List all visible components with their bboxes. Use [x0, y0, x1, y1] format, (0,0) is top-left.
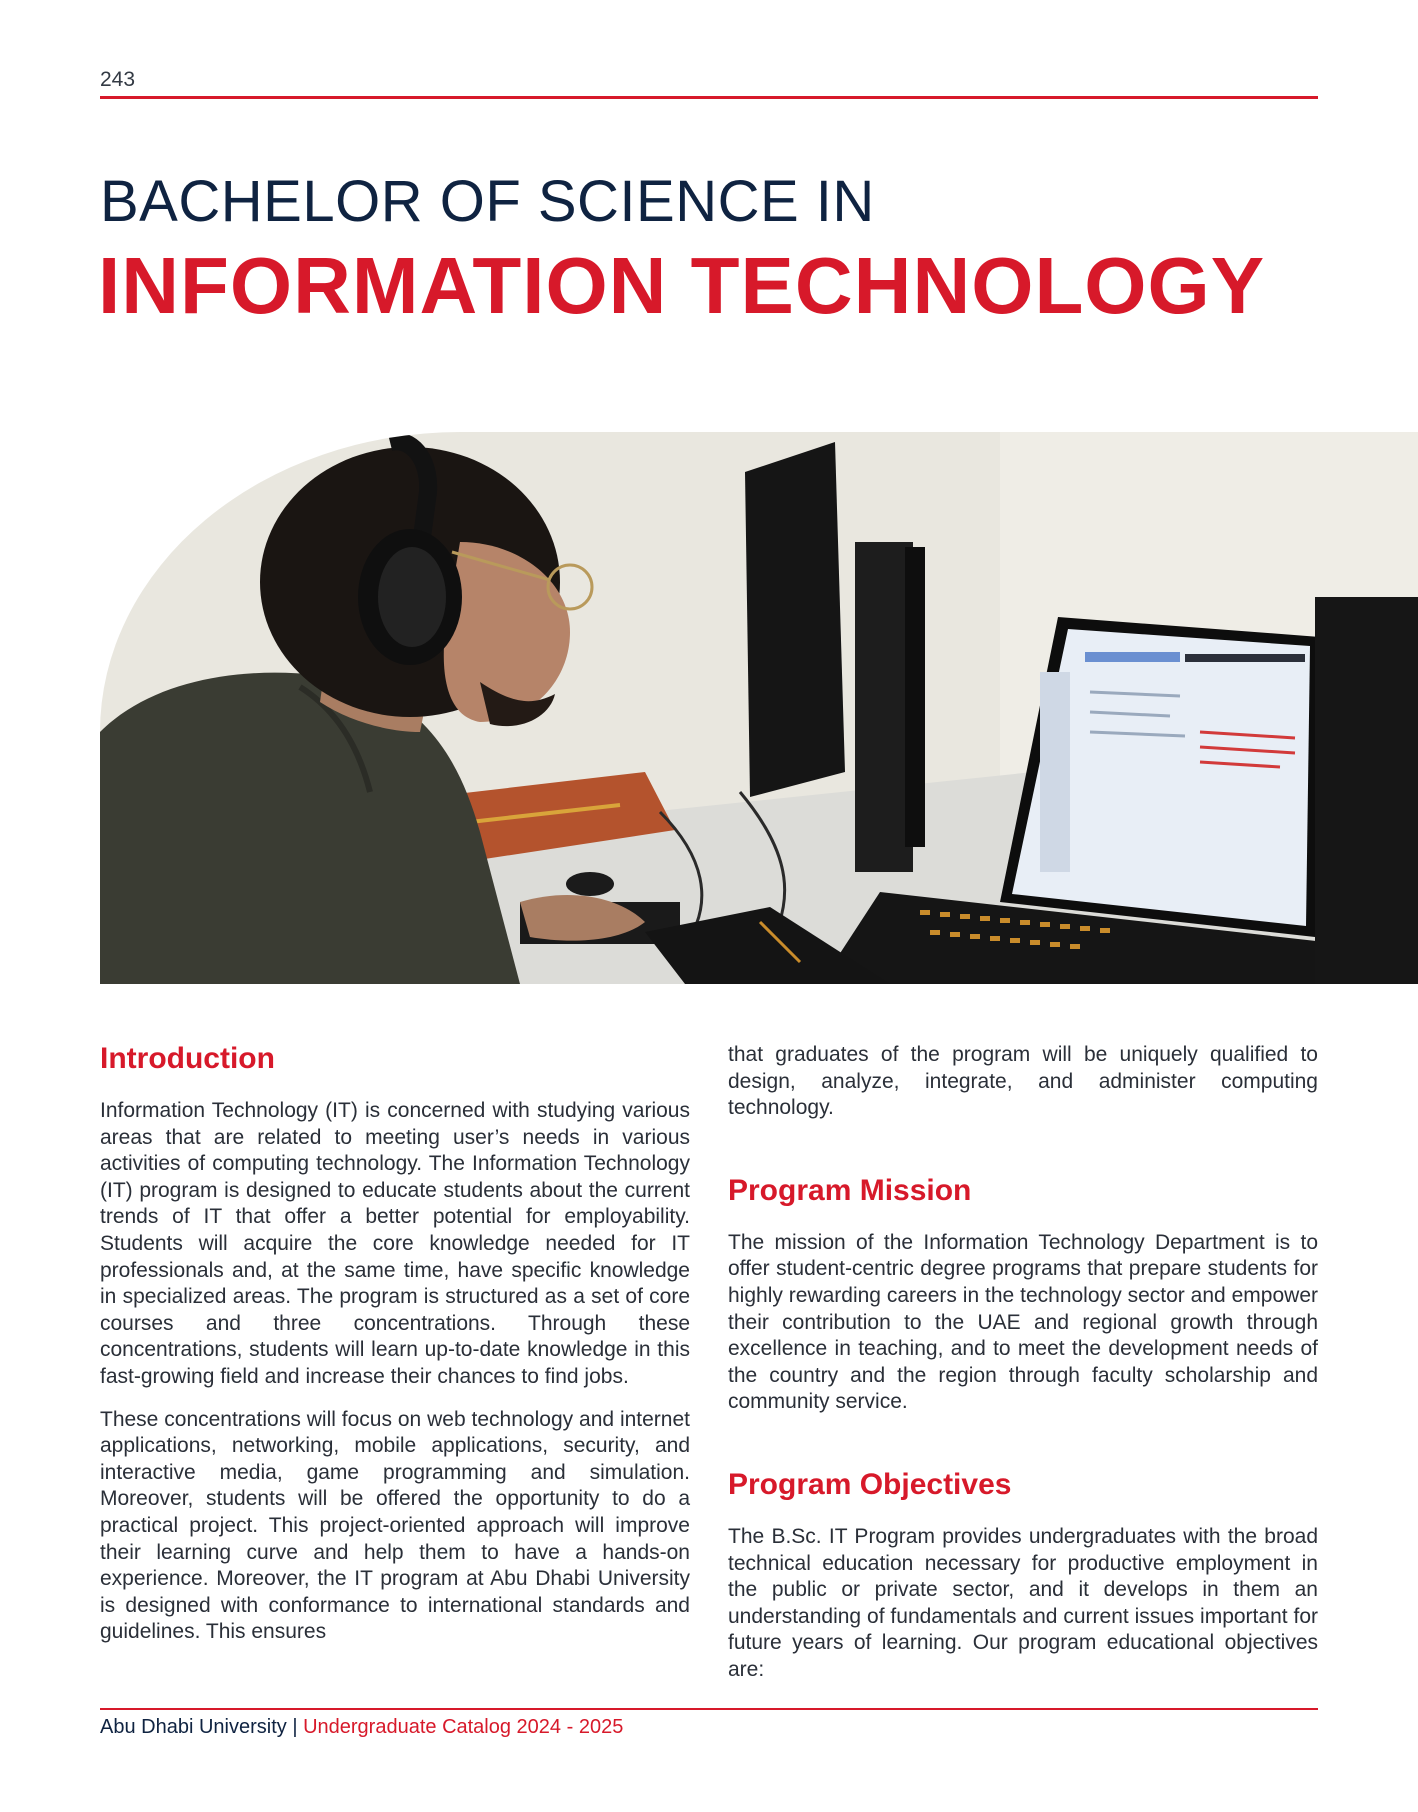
hero-photo — [100, 432, 1418, 984]
left-column — [100, 1040, 690, 1662]
footer-university: Abu Dhabi University — [100, 1716, 287, 1738]
header-rule — [100, 96, 1318, 99]
footer-separator: | — [292, 1716, 298, 1738]
footer-rule — [100, 1708, 1318, 1710]
introduction-paragraph-2: These concentrations will focus on web technology and internet applications, networking, mobile applications, security, and interactive media, game programming and simulation. Moreover, students will be offered the opportunity to do a practical project. This project-oriented approach will improve their learning curve and help them to have a hands-on experience. Moreover, the IT program at Abu Dhabi University is designed with conformance to international standards and guidelines. This ensures — [100, 1407, 690, 1644]
program-objectives-heading: Program Objectives — [728, 1467, 1012, 1501]
footer — [100, 1716, 623, 1739]
right-column — [728, 1042, 1318, 1700]
page-title-line2: INFORMATION TECHNOLOGY — [98, 241, 1266, 330]
page-number: 243 — [100, 68, 136, 91]
program-mission-text: The mission of the Information Technology Department is to offer student-centric degree programs that prepare students for highly rewarding careers in the technology sector and empower their contribution to the UAE and regional growth through excellence in teaching, and to meet the development needs of the country and the region through faculty scholarship and community service. — [728, 1230, 1318, 1414]
introduction-continuation: that graduates of the program will be uniquely qualified to design, analyze, integrate, and administer computing technology. — [728, 1043, 1318, 1120]
introduction-heading: Introduction — [100, 1042, 275, 1075]
footer-catalog: Undergraduate Catalog 2024 - 2025 — [303, 1716, 624, 1738]
page-title-line1: BACHELOR OF SCIENCE IN — [100, 169, 875, 234]
introduction-paragraph-1: Information Technology (IT) is concerned with studying various areas that are related to meeting user’s needs in various activities of computing technology. The Information Technology (IT) program is designed to educate students about the current trends of IT that offer a better potential for employability. Students will acquire the core knowledge needed for IT professionals and, at the same time, have specific knowledge in specialized areas. The program is structured as a set of core courses and three concentrations. Through these concentrations, students will learn up-to-date knowledge in this fast-growing field and increase their chances to find jobs. — [100, 1099, 690, 1388]
program-objectives-text: The B.Sc. IT Program provides undergraduates with the broad technical education necessary for productive employment in the public or private sector, and it develops in them an understanding of fundamentals and current issues important for future years of learning. Our program educational objectives are: — [728, 1524, 1318, 1681]
program-mission-heading: Program Mission — [728, 1173, 972, 1207]
